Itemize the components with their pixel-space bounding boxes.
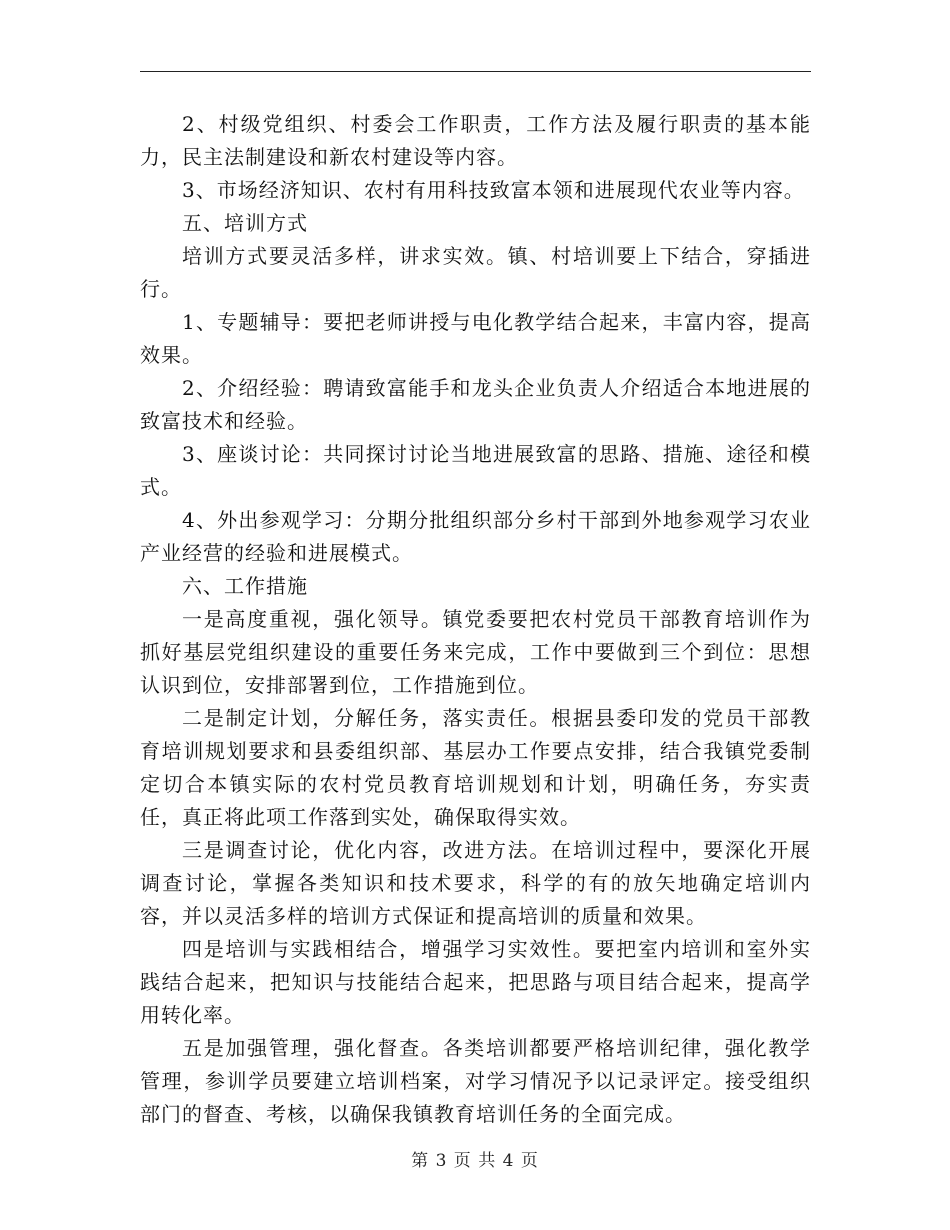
section-heading-training-methods: 五、培训方式 <box>182 211 308 235</box>
paragraph-introduce-experience: 2、介绍经验：聘请致富能手和龙头企业负责人介绍适合本地进展的致富技术和经验。 <box>140 376 811 433</box>
paragraph-measure-research: 三是调查讨论，优化内容，改进方法。在培训过程中，要深化开展调查讨论，掌握各类知识和技术要求，科学的有的放矢地确定培训内容，并以灵活多样的培训方式保证和提高培训的质量和效果。 <box>140 838 811 928</box>
paragraph-measure-management: 五是加强管理，强化督查。各类培训都要严格培训纪律，强化教学管理，参训学员要建立培训档案，对学习情况予以记录评定。接受组织部门的督查、考核，以确保我镇教育培训任务的全面完成。 <box>140 1036 811 1126</box>
document-body <box>140 108 811 1131</box>
paragraph-village-duties: 2、村级党组织、村委会工作职责，工作方法及履行职责的基本能力，民主法制建设和新农村建设等内容。 <box>140 112 811 169</box>
paragraph-measure-planning: 二是制定计划，分解任务，落实责任。根据县委印发的党员干部教育培训规划要求和县委组织部、基层办工作要点安排，结合我镇党委制定切合本镇实际的农村党员教育培训规划和计划，明确任务，夯实责任，真正将此项工作落到实处，确保取得实效。 <box>140 706 811 829</box>
paragraph-special-tutoring: 1、专题辅导：要把老师讲授与电化教学结合起来，丰富内容，提高效果。 <box>140 310 811 367</box>
header-rule <box>140 71 811 72</box>
paragraph-measure-leadership: 一是高度重视，强化领导。镇党委要把农村党员干部教育培训作为抓好基层党组织建设的重要任务来完成，工作中要做到三个到位：思想认识到位，安排部署到位，工作措施到位。 <box>140 607 811 697</box>
paragraph-training-methods-intro: 培训方式要灵活多样，讲求实效。镇、村培训要上下结合，穿插进行。 <box>140 244 811 301</box>
page-number-footer: 第 3 页 共 4 页 <box>411 1151 539 1171</box>
section-heading-work-measures: 六、工作措施 <box>182 574 308 598</box>
paragraph-discussion: 3、座谈讨论：共同探讨讨论当地进展致富的思路、措施、途径和模式。 <box>140 442 811 499</box>
paragraph-measure-practice: 四是培训与实践相结合，增强学习实效性。要把室内培训和室外实践结合起来，把知识与技能结合起来，把思路与项目结合起来，提高学用转化率。 <box>140 937 811 1027</box>
paragraph-field-visit: 4、外出参观学习：分期分批组织部分乡村干部到外地参观学习农业产业经营的经验和进展模式。 <box>140 508 811 565</box>
paragraph-market-knowledge: 3、市场经济知识、农村有用科技致富本领和进展现代农业等内容。 <box>182 178 805 202</box>
